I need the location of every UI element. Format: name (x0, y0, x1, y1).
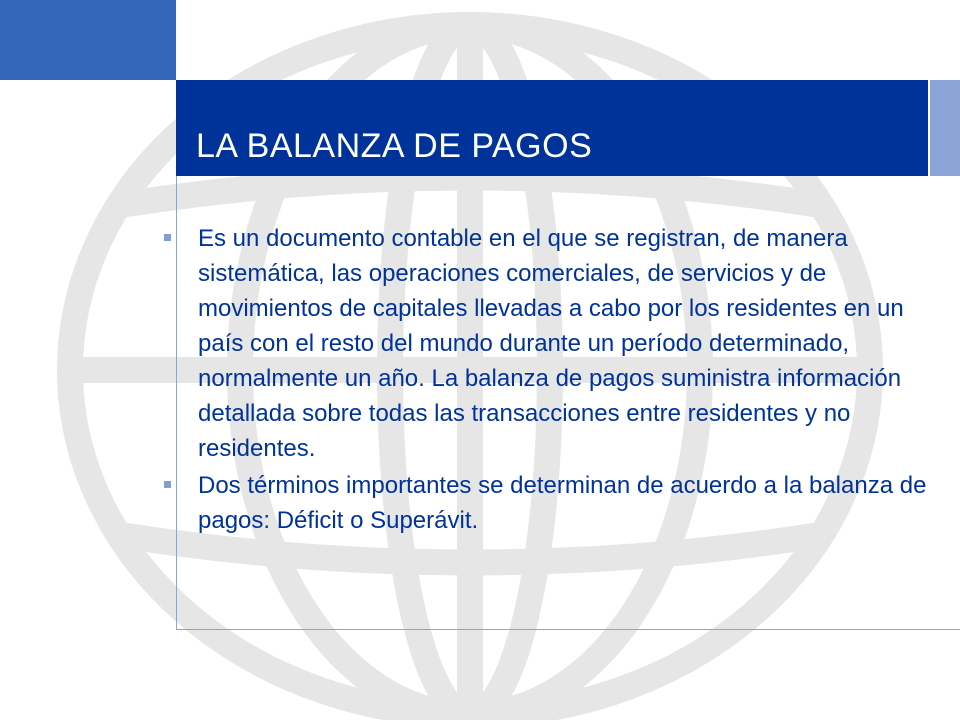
bullet-item (160, 468, 940, 538)
title-bar-stripe (930, 80, 960, 176)
square-bullet-icon (164, 234, 171, 241)
bullet-text: Dos términos importantes se determinan de acuerdo a la balanza de pagos: Déficit o Superávit. (198, 472, 927, 534)
slide-title: LA BALANZA DE PAGOS (196, 127, 593, 165)
bullet-item (160, 221, 940, 466)
bullet-text: Es un documento contable en el que se registran, de manera sistemática, las operaciones comerciales, de servicios y de movimientos de capitales llevadas a cabo por los residentes en un país con el resto del mundo durante un período determinado, normalmente un año. La balanza de pagos suministra información detallada sobre todas las transacciones entre residentes y no residentes. (198, 225, 904, 462)
square-bullet-icon (164, 481, 171, 488)
corner-accent-block (0, 0, 176, 80)
bullet-list (160, 221, 940, 540)
